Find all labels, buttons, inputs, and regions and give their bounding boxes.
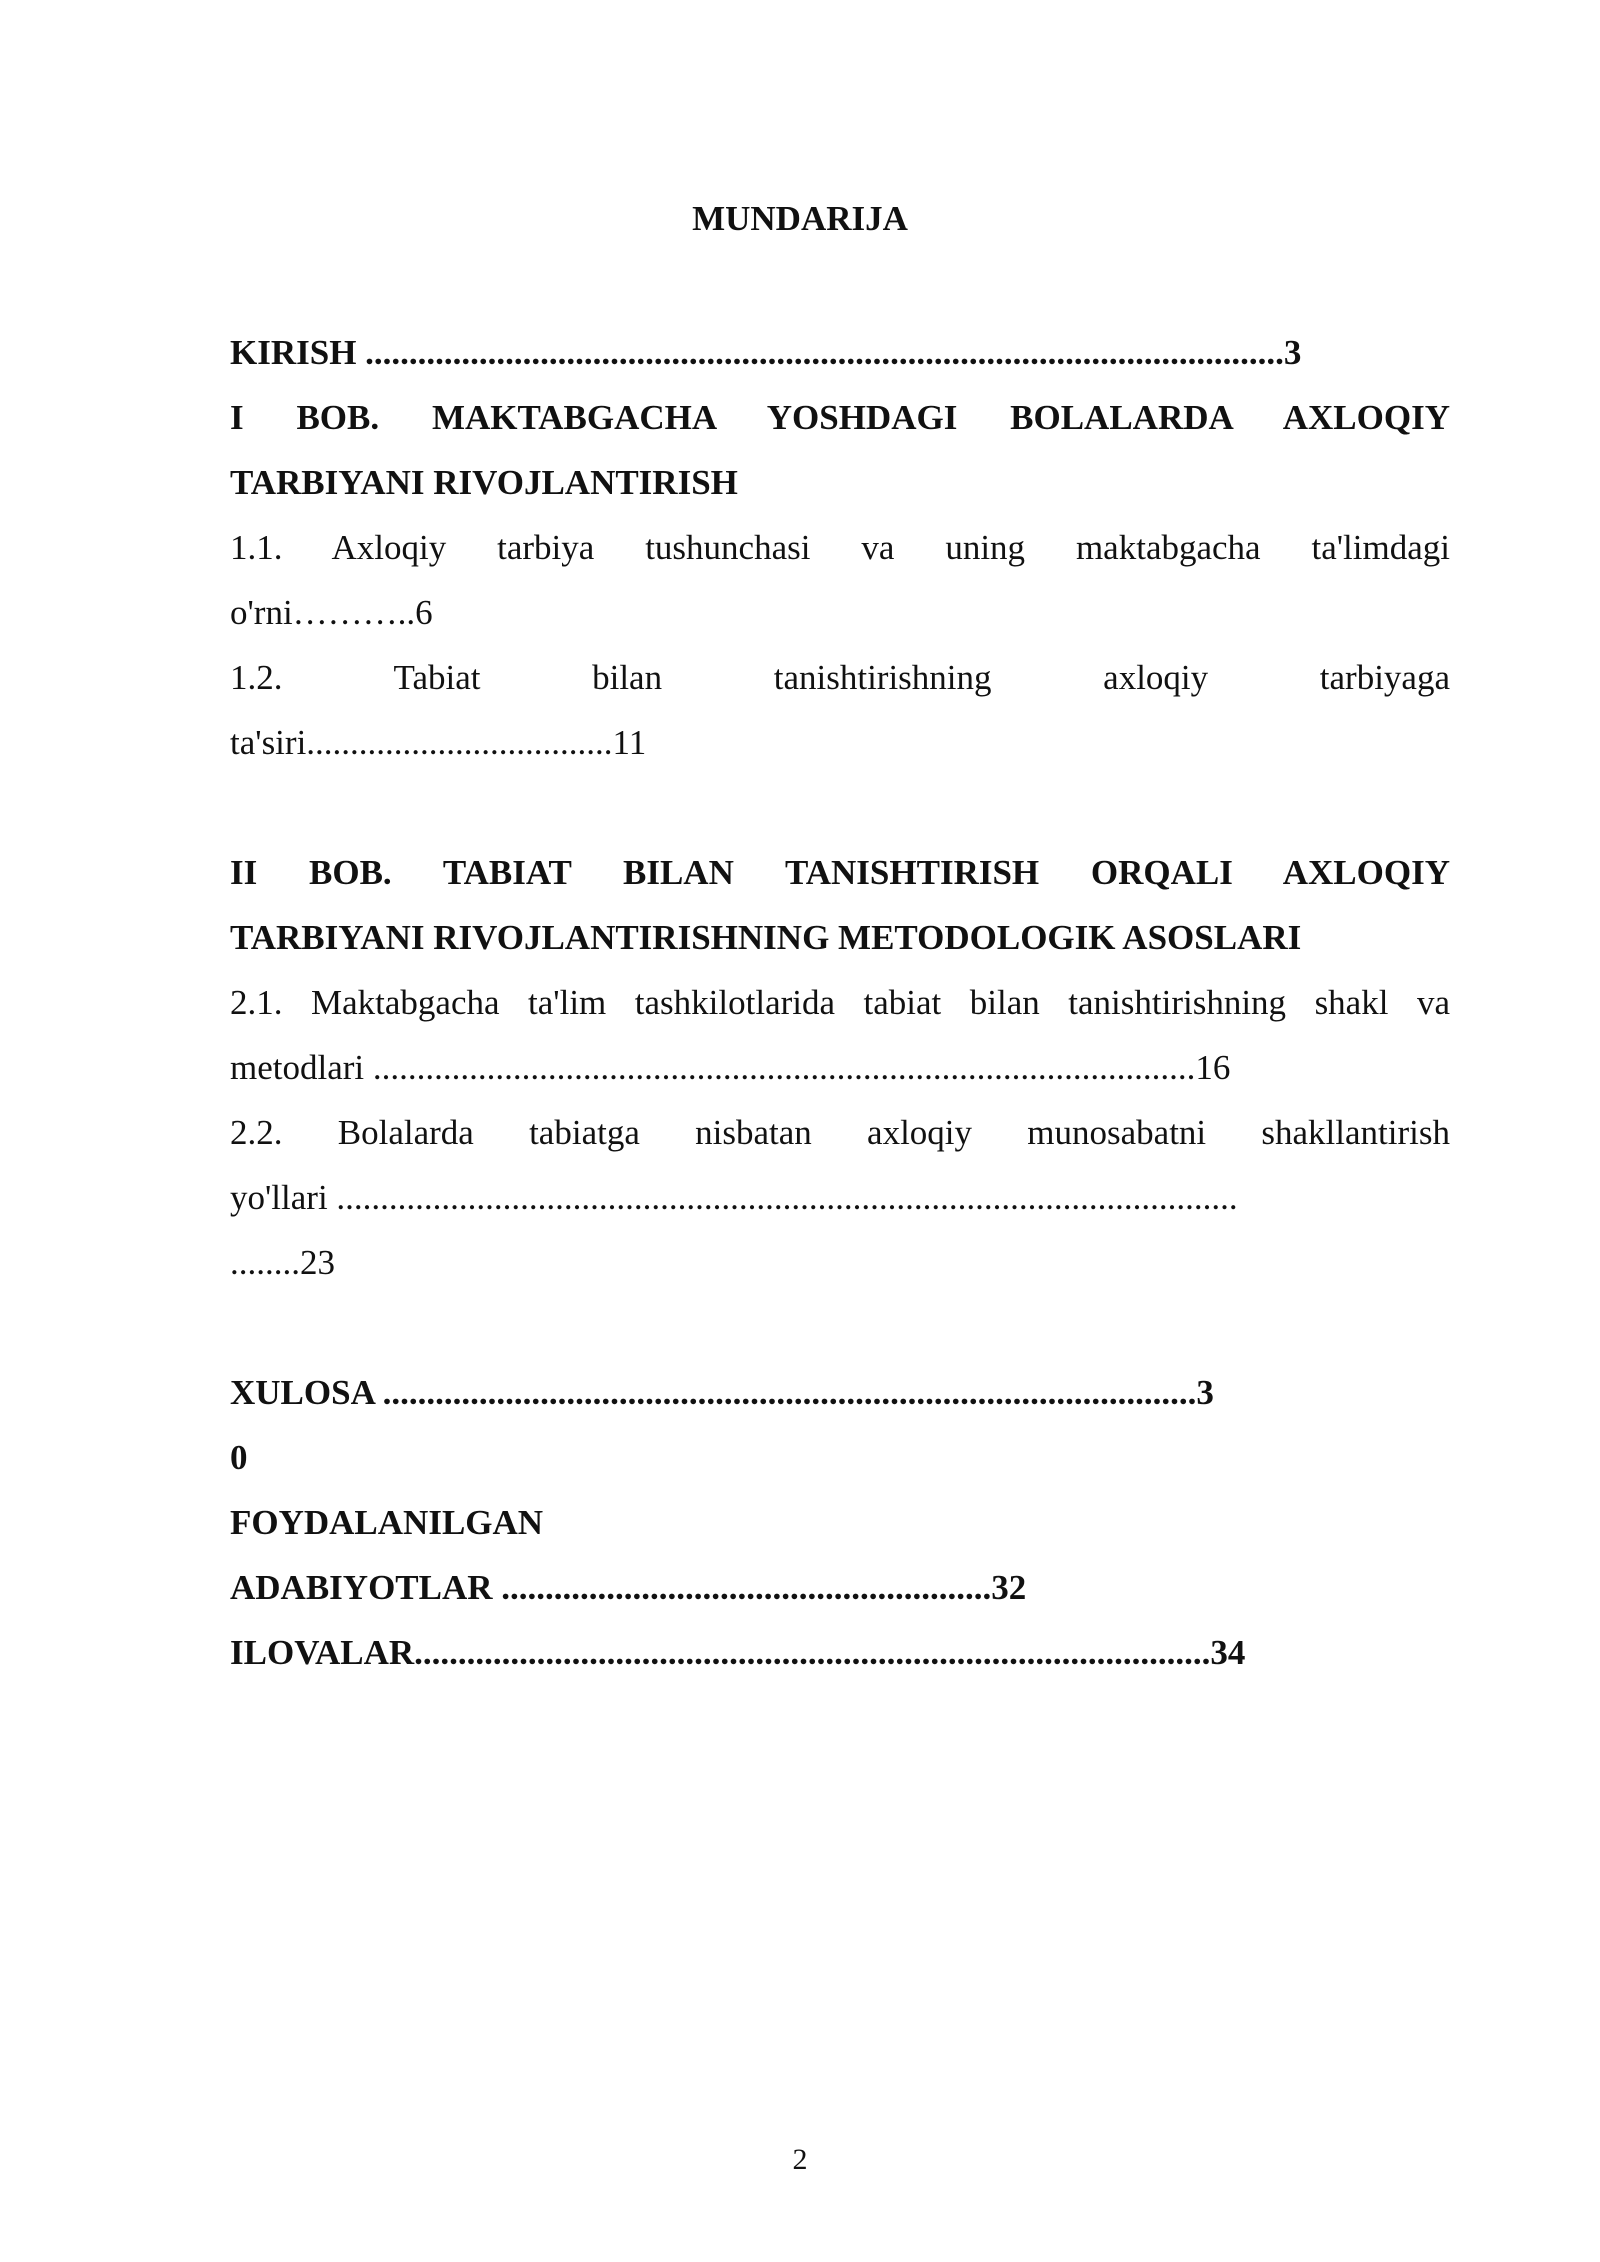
toc-spacer <box>230 1295 1450 1360</box>
toc-spacer <box>230 775 1450 840</box>
table-of-contents <box>230 320 1450 1685</box>
toc-section-2-1-line-2: metodlari ..............................................................................................16 <box>230 1048 1231 1087</box>
toc-section-2-2-line-1: 2.2. Bolalarda tabiatga nisbatan axloqiy munosabatni shakllantirish <box>230 1113 1450 1152</box>
toc-section-2-2-line-3: ........23 <box>230 1243 335 1282</box>
toc-entry-ilovalar: ILOVALAR...........................................................................................34 <box>230 1633 1246 1672</box>
toc-section-1-2-line-1: 1.2. Tabiat bilan tanishtirishning axloqiy tarbiyaga <box>230 658 1450 697</box>
toc-section-2-1-line-1: 2.1. Maktabgacha ta'lim tashkilotlarida tabiat bilan tanishtirishning shakl va <box>230 983 1450 1022</box>
toc-entry-references-line-2: ADABIYOTLAR ........................................................32 <box>230 1568 1027 1607</box>
page-number: 2 <box>792 2143 808 2176</box>
toc-section-1-1-line-2: o'rni………..6 <box>230 593 433 632</box>
toc-section-2-2-line-2: yo'llari ....................................................................................................... <box>230 1178 1238 1217</box>
toc-chapter-1-line-2: TARBIYANI RIVOJLANTIRISH <box>230 463 738 502</box>
toc-section-1-1-line-1: 1.1. Axloqiy tarbiya tushunchasi va uning maktabgacha ta'limdagi <box>230 528 1450 567</box>
toc-entry-xulosa: XULOSA .............................................................................................3 <box>230 1373 1214 1412</box>
toc-entry-xulosa-page: 0 <box>230 1438 248 1477</box>
toc-section-1-2-line-2: ta'siri...................................11 <box>230 723 647 762</box>
toc-chapter-2-line-2: TARBIYANI RIVOJLANTIRISHNING METODOLOGIK ASOSLARI <box>230 918 1302 957</box>
toc-chapter-2-line-1: II BOB. TABIAT BILAN TANISHTIRISH ORQALI AXLOQIY <box>230 853 1450 892</box>
toc-entry-kirish: KIRISH .........................................................................................................3 <box>230 333 1302 372</box>
page-title: MUNDARIJA <box>692 199 908 238</box>
toc-chapter-1-line-1: I BOB. MAKTABGACHA YOSHDAGI BOLALARDA AXLOQIY <box>230 398 1450 437</box>
toc-entry-references-line-1: FOYDALANILGAN <box>230 1503 544 1542</box>
